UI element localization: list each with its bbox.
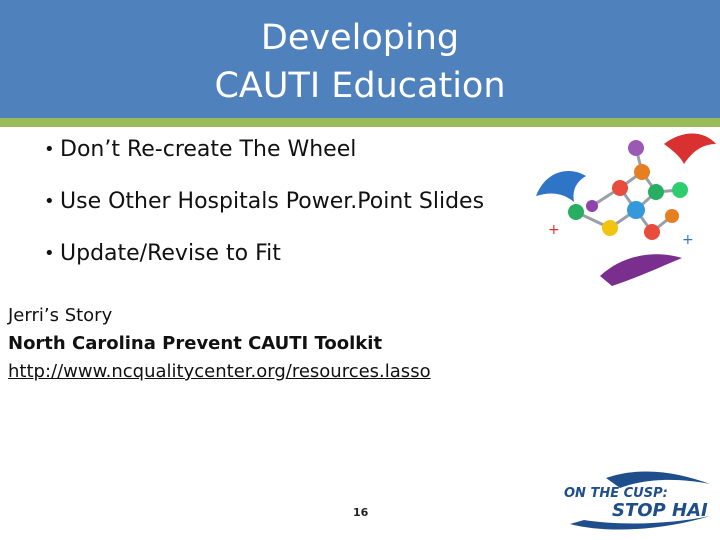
resource-notes	[8, 302, 431, 386]
bullet-text: Don’t Re-create The Wheel	[60, 137, 357, 162]
svg-text:+: +	[682, 232, 694, 248]
bullet-dot-icon: •	[44, 243, 55, 264]
bullet-dot-icon: •	[44, 139, 55, 160]
page-number: 16	[353, 506, 369, 519]
title-line-2: CAUTI Education	[214, 66, 506, 106]
right-hand-icon	[664, 134, 716, 165]
on-the-cusp-logo	[560, 470, 716, 532]
left-hand-icon	[536, 171, 586, 202]
logo-line-1: ON THE CUSP:	[564, 486, 668, 501]
bullet-text: Use Other Hospitals Power.Point Slides	[60, 189, 485, 214]
bullet-list	[44, 132, 484, 288]
resource-link[interactable]: http://www.ncqualitycenter.org/resources.lasso	[8, 361, 431, 382]
svg-text:+: +	[548, 222, 560, 238]
molecule-hands-illustration	[532, 126, 718, 290]
logo-line-2: STOP HAI	[612, 500, 708, 521]
title-line-1: Developing	[260, 18, 460, 58]
bullet-item	[44, 132, 484, 184]
toolkit-label: North Carolina Prevent CAUTI Toolkit	[8, 333, 383, 354]
slide-title	[0, 14, 720, 110]
bullet-dot-icon: •	[44, 191, 55, 212]
bullet-item	[44, 184, 484, 236]
bottom-hand-icon	[600, 254, 682, 286]
bullet-text: Update/Revise to Fit	[60, 241, 281, 266]
story-label: Jerri’s Story	[8, 305, 113, 326]
bullet-item	[44, 236, 484, 288]
